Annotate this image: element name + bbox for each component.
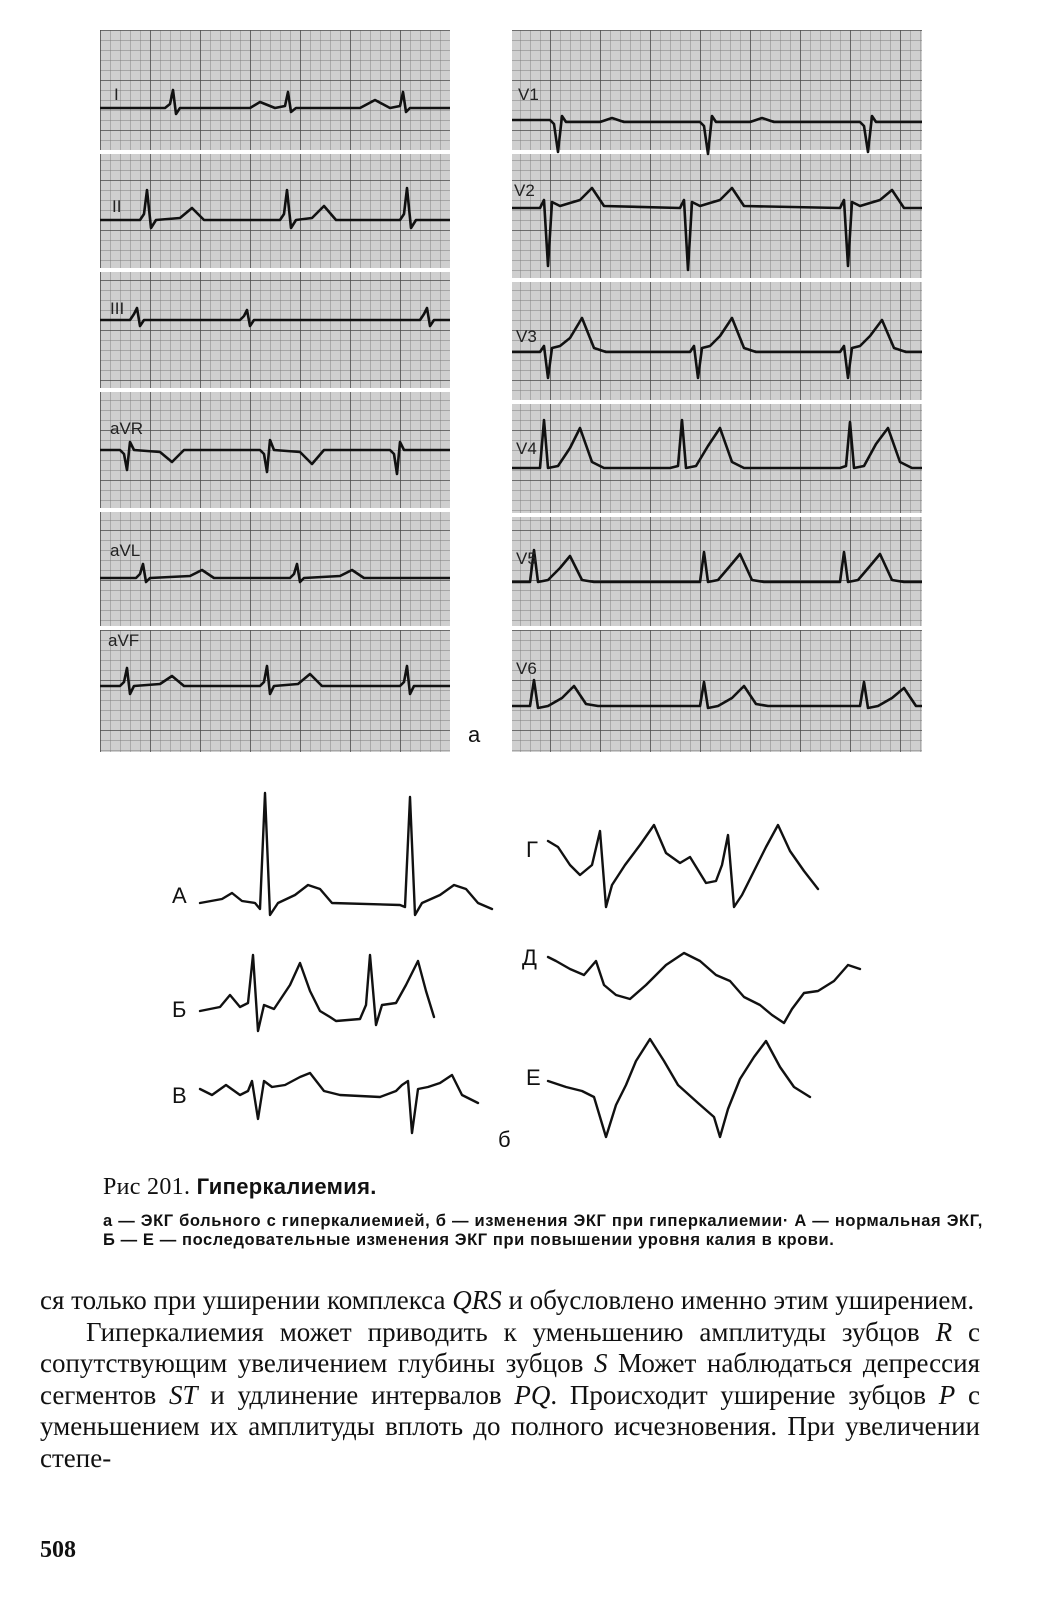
lead-label-V1: V1 — [518, 85, 539, 104]
lead-label-aVF: aVF — [108, 631, 140, 650]
caption-title: Гиперкалиемия. — [196, 1174, 377, 1199]
trace-label-E: Е — [526, 1065, 541, 1090]
trace-G — [548, 825, 818, 907]
lead-label-V4: V4 — [516, 439, 537, 458]
paragraph-1: ся только при уширении комплекса QRS и обусловлено именно этим уширением. — [40, 1285, 975, 1315]
trace-label-A: А — [172, 883, 187, 908]
trace-A — [200, 793, 492, 915]
ecg-right-column — [512, 30, 922, 752]
trace-E — [548, 1039, 810, 1137]
lead-label-V5: V5 — [516, 549, 537, 568]
lead-label-V6: V6 — [516, 659, 537, 678]
trace-label-V: В — [172, 1083, 187, 1108]
lead-label-II: II — [112, 197, 122, 216]
lead-label-V2: V2 — [514, 181, 535, 200]
trace-label-G: Г — [526, 837, 538, 862]
lead-label-V3: V3 — [516, 327, 537, 346]
figure-a-label: а — [468, 722, 481, 747]
trace-V — [200, 1073, 478, 1133]
ecg-figure-a — [100, 30, 922, 752]
trace-label-B: Б — [172, 997, 187, 1022]
lead-label-aVR: aVR — [110, 419, 144, 438]
figure-caption-text: а — ЭКГ больного с гиперкалиемией, б — изменения ЭКГ при гиперкалиемии· А — нормальная ЭКГ, Б — Е — последовательные изменения ЭКГ при повышении уровня калия в крови. — [103, 1212, 983, 1249]
page-number: 508 — [40, 1537, 76, 1563]
paragraph-2: Гиперкалиемия может приводить к уменьшению амплитуды зубцов R с сопутствующим увеличением глубины зубцов S Может наблюдаться депрессия сегментов ST и удлинение интервалов PQ. Происходит уширение зубцов P с уменьшением их амплитуды вплоть до полного исчезновения. При увеличении степе- — [40, 1316, 980, 1473]
trace-label-D: Д — [522, 945, 537, 970]
figure-b-label: б — [498, 1127, 511, 1152]
lead-label-III: III — [110, 299, 125, 318]
caption-prefix: Рис 201. — [103, 1174, 191, 1200]
figure-caption-title — [103, 1174, 377, 1201]
lead-label-I: I — [114, 85, 119, 104]
trace-B — [200, 955, 434, 1031]
body-text — [40, 1285, 980, 1474]
lead-label-aVL: aVL — [110, 541, 141, 560]
trace-D — [548, 953, 860, 1023]
ecg-figure-b — [100, 785, 922, 1155]
